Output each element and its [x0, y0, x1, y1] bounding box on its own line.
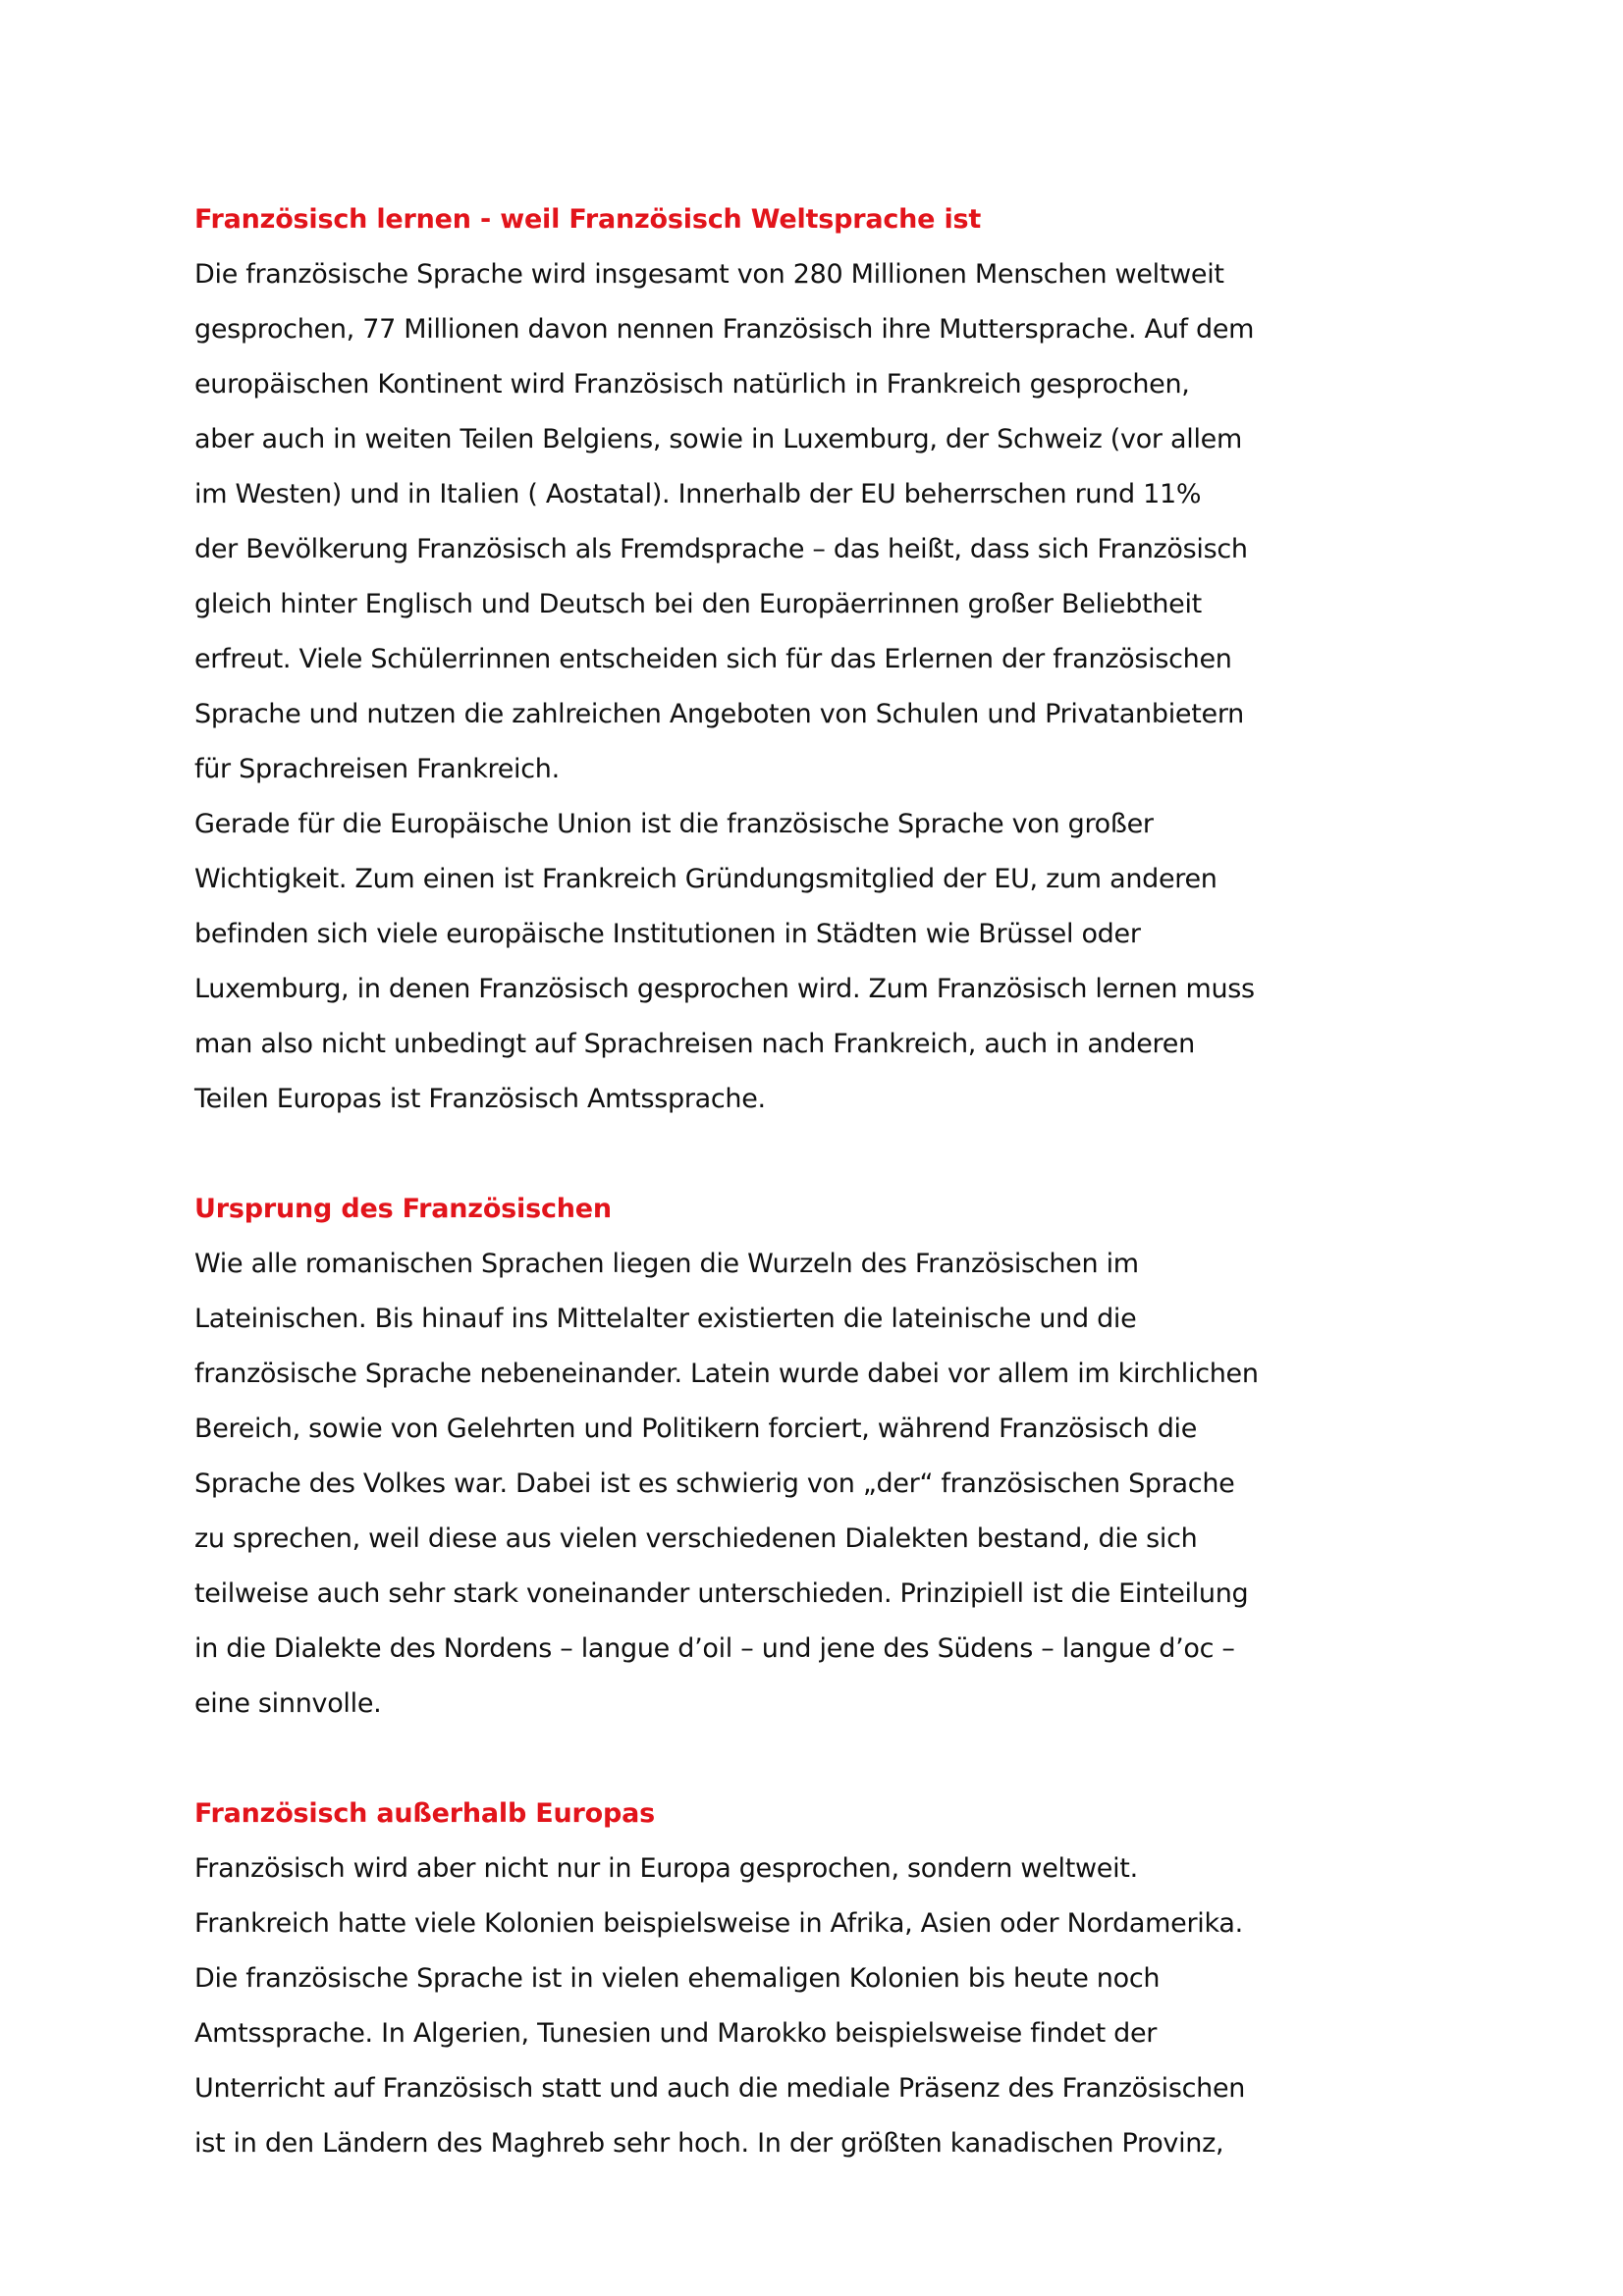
paragraph-line: europäischen Kontinent wird Französisch natürlich in Frankreich gesprochen,: [194, 369, 1190, 400]
section-spacer: [194, 1127, 1451, 1182]
paragraph-line: teilweise auch sehr stark voneinander unterschieden. Prinzipiell ist die Einteilung: [194, 1578, 1249, 1609]
section-spacer: [194, 1732, 1451, 1787]
paragraph-line: Lateinischen. Bis hinauf ins Mittelalter existierten die lateinische und die: [194, 1304, 1137, 1334]
paragraph-line: im Westen) und in Italien ( Aostatal). Innerhalb der EU beherrschen rund 11%: [194, 479, 1202, 509]
paragraph-line: Sprache und nutzen die zahlreichen Angeboten von Schulen und Privatanbietern: [194, 699, 1244, 729]
paragraph-line: in die Dialekte des Nordens – langue d’oil – und jene des Südens – langue d’oc –: [194, 1633, 1235, 1664]
paragraph-line: befinden sich viele europäische Institutionen in Städten wie Brüssel oder: [194, 919, 1141, 949]
paragraph-line: erfreut. Viele Schülerrinnen entscheiden sich für das Erlernen der französischen: [194, 644, 1232, 674]
section-heading: Französisch außerhalb Europas: [194, 1798, 656, 1829]
paragraph-line: Wichtigkeit. Zum einen ist Frankreich Gründungsmitglied der EU, zum anderen: [194, 864, 1217, 894]
document-page: [194, 192, 1451, 2171]
section-heading: Ursprung des Französischen: [194, 1194, 612, 1224]
paragraph-line: für Sprachreisen Frankreich.: [194, 754, 560, 784]
paragraph-line: französische Sprache nebeneinander. Latein wurde dabei vor allem im kirchlichen: [194, 1359, 1259, 1389]
paragraph-line: Sprache des Volkes war. Dabei ist es schwierig von „der“ französischen Sprache: [194, 1468, 1235, 1499]
paragraph-line: Luxemburg, in denen Französisch gesprochen wird. Zum Französisch lernen muss: [194, 974, 1255, 1004]
paragraph-line: gesprochen, 77 Millionen davon nennen Französisch ihre Muttersprache. Auf dem: [194, 314, 1255, 345]
paragraph-line: aber auch in weiten Teilen Belgiens, sowie in Luxemburg, der Schweiz (vor allem: [194, 424, 1242, 454]
section-heading: Französisch lernen - weil Französisch Weltsprache ist: [194, 204, 982, 235]
paragraph-line: Bereich, sowie von Gelehrten und Politikern forciert, während Französisch die: [194, 1414, 1198, 1444]
paragraph-line: Unterricht auf Französisch statt und auch die mediale Präsenz des Französischen: [194, 2073, 1246, 2104]
paragraph-line: Wie alle romanischen Sprachen liegen die Wurzeln des Französischen im: [194, 1249, 1139, 1279]
paragraph-line: Frankreich hatte viele Kolonien beispielsweise in Afrika, Asien oder Nordamerika.: [194, 1908, 1243, 1939]
paragraph-line: Die französische Sprache wird insgesamt von 280 Millionen Menschen weltweit: [194, 259, 1224, 290]
paragraph-line: Französisch wird aber nicht nur in Europa gesprochen, sondern weltweit.: [194, 1853, 1138, 1884]
paragraph-line: Amtssprache. In Algerien, Tunesien und Marokko beispielsweise findet der: [194, 2018, 1158, 2049]
paragraph-line: zu sprechen, weil diese aus vielen verschiedenen Dialekten bestand, die sich: [194, 1523, 1198, 1554]
paragraph-line: gleich hinter Englisch und Deutsch bei den Europäerrinnen großer Beliebtheit: [194, 589, 1202, 619]
paragraph-line: Gerade für die Europäische Union ist die französische Sprache von großer: [194, 809, 1154, 839]
paragraph-line: ist in den Ländern des Maghreb sehr hoch. In der größten kanadischen Provinz,: [194, 2128, 1224, 2159]
paragraph-line: der Bevölkerung Französisch als Fremdsprache – das heißt, dass sich Französisch: [194, 534, 1248, 564]
paragraph-line: eine sinnvolle.: [194, 1688, 382, 1719]
paragraph-line: Teilen Europas ist Französisch Amtssprache.: [194, 1084, 766, 1114]
paragraph-line: man also nicht unbedingt auf Sprachreisen nach Frankreich, auch in anderen: [194, 1029, 1195, 1059]
paragraph-line: Die französische Sprache ist in vielen ehemaligen Kolonien bis heute noch: [194, 1963, 1161, 1994]
